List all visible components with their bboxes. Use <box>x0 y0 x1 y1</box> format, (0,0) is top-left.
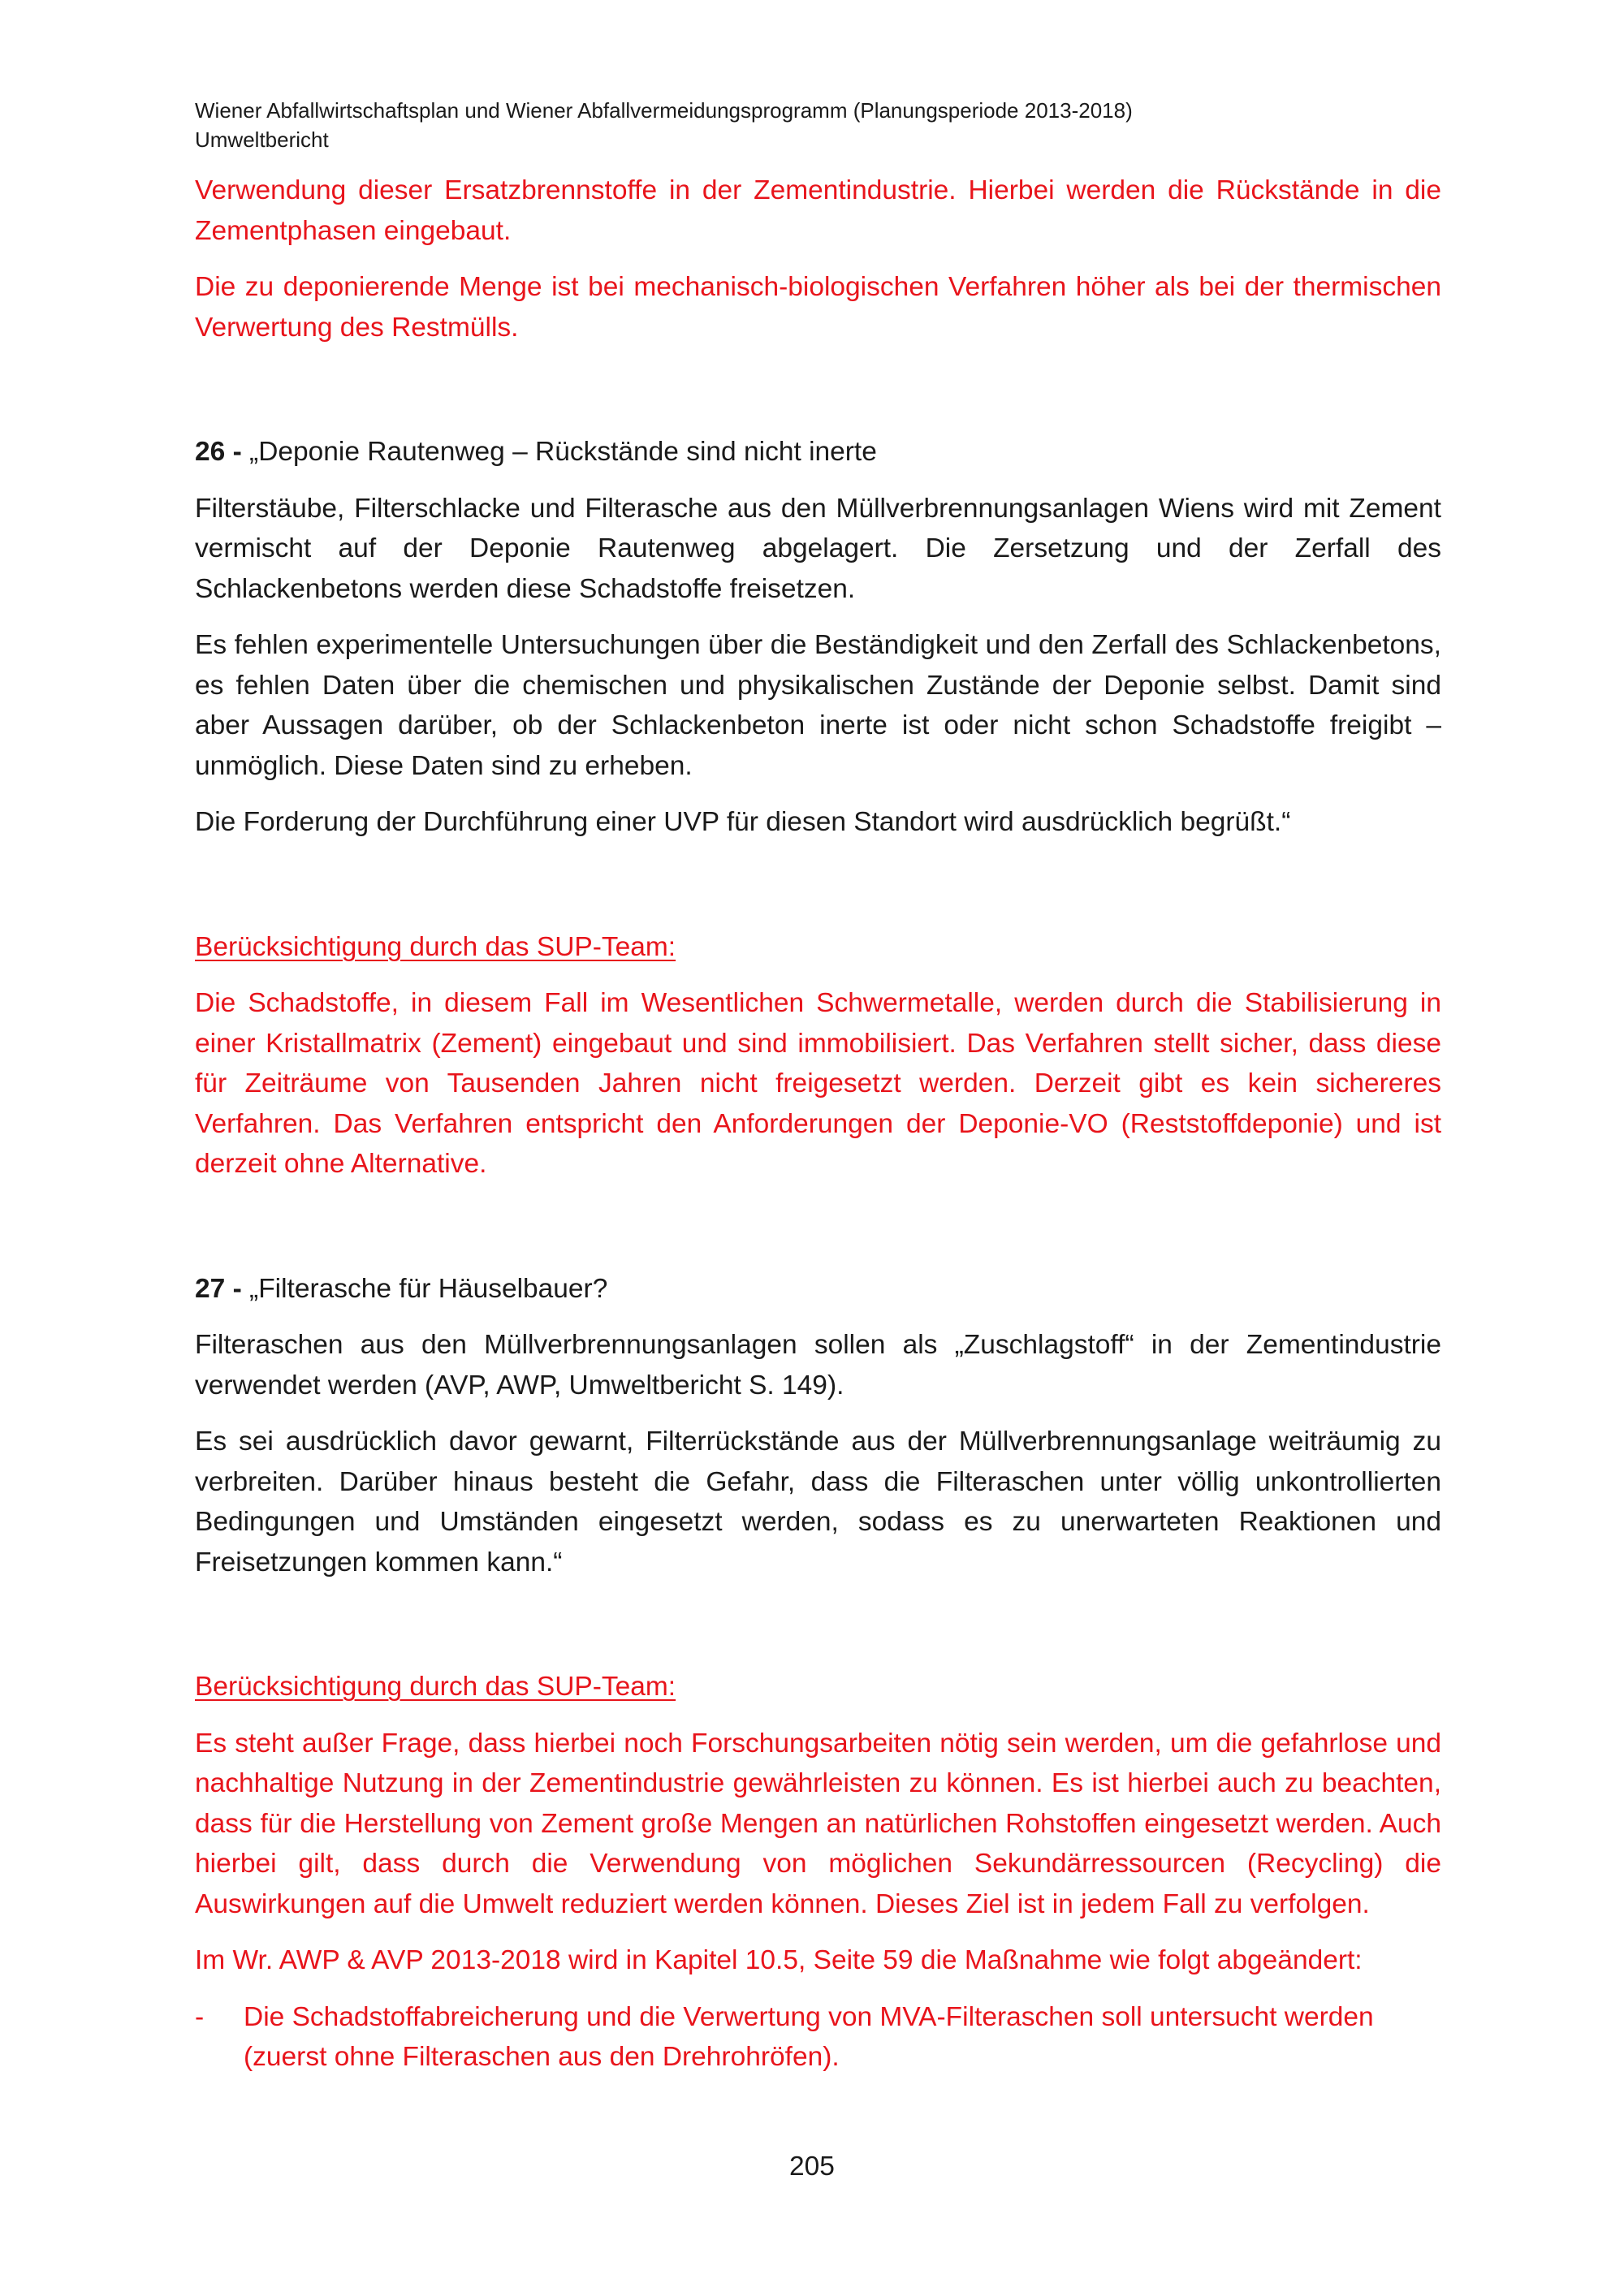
page-number: 205 <box>789 2151 835 2182</box>
section-27-response-paragraph-1: Es steht außer Frage, dass hierbei noch Forschungsarbeiten nötig sein werden, um die gefahrlose und nachhaltige Nutzung in der Zementindustrie gewährleisten zu können. Es ist hierbei auch zu beachten, dass für die Herstellung von Zement große Mengen an natürlichen Rohstoffen eingesetzt werden. Auch hierbei gilt, dass durch die Verwendung von möglichen Sekundärressourcen (Recycling) die Auswirkungen auf die Umwelt reduziert werden können. Dieses Ziel ist in jedem Fall zu verfolgen. <box>195 1728 1441 1919</box>
section-27-heading <box>195 1269 1441 1310</box>
section-26-response-paragraph: Die Schadstoffe, in diesem Fall im Wesentlichen Schwermetalle, werden durch die Stabilisierung in einer Kristallmatrix (Zement) eingebaut und sind immobilisiert. Das Verfahren stellt sicher, dass diese für Zeiträume von Tausenden Jahren nicht freigesetzt werden. Derzeit gibt es kein sichereres Verfahren. Das Verfahren entspricht den Anforderungen der Deponie-VO (Reststoffdeponie) und ist derzeit ohne Alternative. <box>195 988 1441 1179</box>
list-dash: - <box>195 2001 205 2032</box>
section-26-paragraph-1: Filterstäube, Filterschlacke und Filterasche aus den Müllverbrennungsanlagen Wiens wird mit Zement vermischt auf der Deponie Rautenweg abgelagert. Die Zersetzung und der Zerfall des Schlackenbetons werden diese Schadstoffe freisetzen. <box>195 493 1441 604</box>
section-27-paragraph-2: Es sei ausdrücklich davor gewarnt, Filterrückstände aus der Müllverbrennungsanlage weiträumig zu verbreiten. Darüber hinaus besteht die Gefahr, dass die Filteraschen unter völlig unkontrollierten Bedingungen und Umständen eingesetzt werden, sodass es zu unerwarteten Reaktionen und Freisetzungen kommen kann.“ <box>195 1426 1441 1577</box>
intro-paragraph-2: Die zu deponierende Menge ist bei mechanisch-biologischen Verfahren höher als bei der thermischen Verwertung des Restmülls. <box>195 272 1441 343</box>
header-subtitle: Umweltbericht <box>195 127 329 152</box>
running-header <box>195 96 1441 154</box>
section-27-paragraph-1: Filteraschen aus den Müllverbrennungsanlagen sollen als „Zuschlagstoff“ in der Zementindustrie verwendet werden (AVP, AWP, Umweltbericht S. 149). <box>195 1330 1441 1400</box>
document-page <box>195 96 1441 2078</box>
section-26-number: 26 - <box>195 437 242 467</box>
header-title: Wiener Abfallwirtschaftsplan und Wiener Abfallvermeidungsprogramm (Planungsperiode 2013-2018) <box>195 98 1133 123</box>
intro-paragraph-1: Verwendung dieser Ersatzbrennstoffe in der Zementindustrie. Hierbei werden die Rückstände in die Zementphasen eingebaut. <box>195 175 1441 246</box>
section-26-title: „Deponie Rautenweg – Rückstände sind nicht inerte <box>241 437 877 467</box>
section-26-paragraph-2: Es fehlen experimentelle Untersuchungen über die Beständigkeit und den Zerfall des Schlackenbetons, es fehlen Daten über die chemischen und physikalischen Zustände der Deponie selbst. Damit sind aber Aussagen darüber, ob der Schlackenbeton inerte ist oder nicht schon Schadstoffe freigibt – unmöglich. Diese Daten sind zu erheben. <box>195 630 1441 781</box>
list-item-text: Die Schadstoffabreicherung und die Verwertung von MVA-Filteraschen soll untersucht werden (zuerst ohne Filteraschen aus den Drehrohröfen). <box>244 2001 1374 2072</box>
section-26-response-heading-text: Berücksichtigung durch das SUP-Team: <box>195 931 676 962</box>
section-26-heading <box>195 432 1441 473</box>
list-item <box>195 1997 1441 2078</box>
section-27-number: 27 - <box>195 1273 242 1304</box>
section-27-response-heading-text: Berücksichtigung durch das SUP-Team: <box>195 1672 676 1702</box>
section-26-response-heading <box>195 927 1441 968</box>
section-27-response-paragraph-2: Im Wr. AWP & AVP 2013-2018 wird in Kapitel 10.5, Seite 59 die Maßnahme wie folgt abgeändert: <box>195 1945 1363 1975</box>
section-27-title: „Filterasche für Häuselbauer? <box>241 1273 608 1304</box>
section-27-response-heading <box>195 1667 1441 1707</box>
section-26-paragraph-3: Die Forderung der Durchführung einer UVP für diesen Standort wird ausdrücklich begrüßt.“ <box>195 807 1291 837</box>
